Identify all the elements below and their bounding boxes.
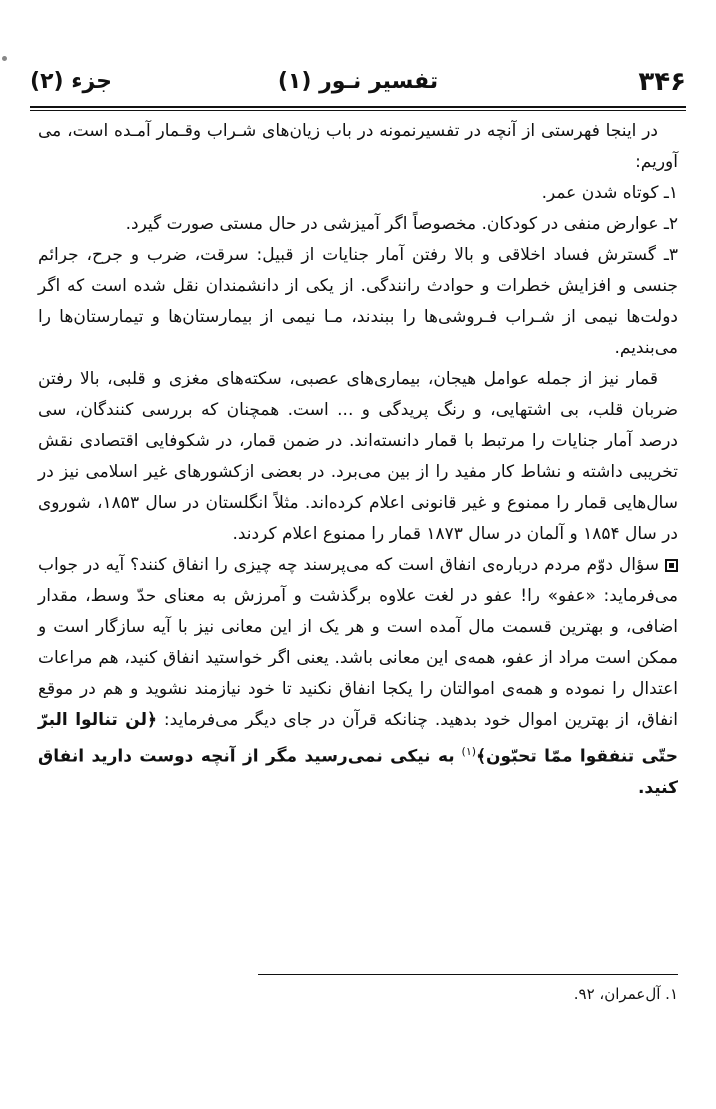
square-bullet-icon [665, 559, 678, 572]
gambling-paragraph: قمار نیز از جمله عوامل هیجان، بیماری‌های عصبی، سکته‌های مغزی و قلبی، بالا رفتن ضربان قلب، بی اشتهایی، و رنگ پریدگی و ... است. همچنان که بررسی کنندگان، سی درصد آمار جنایات را مرتبط با قمار دانسته‌اند. در ضمن قمار، در شکوفایی اقتصادی نقش تخریبی داشته و نشاط کار مفید را از بین می‌برد. در بعضی ازکشورهای غیر اسلامی نیز در سال‌هایی قمار را ممنوع و غیر قانونی اعلام کرده‌اند. مثلاً انگلستان در سال ۱۸۵۳، شوروی در سال ۱۸۵۴ و آلمان در سال ۱۸۷۳ قمار را ممنوع اعلام کردند. [38, 369, 678, 544]
part-label: جزء (۲) [30, 69, 113, 94]
list-item: ۲ـ عوارض منفی در کودکان. مخصوصاً اگر آمیزشی در حال مستی صورت گیرد. [125, 214, 678, 234]
verse-translation: به نیکی نمی‌رسید مگر از آنچه دوست دارید انفاق کنید. [38, 746, 678, 798]
intro-paragraph: در اینجا فهرستی از آنچه در تفسیرنمونه در باب زیان‌های شـراب وقـمار آمـده است، می آوریم: [38, 121, 678, 172]
quran-verse: ﴿لن تنالوا البرّ حتّى تنفقوا ممّا تحبّون﴾ [38, 710, 678, 767]
header-rule-thick [30, 106, 686, 108]
footnote-ref: (۱) [461, 745, 477, 758]
scan-margin-dot [2, 56, 7, 61]
page-body [38, 116, 678, 804]
page-number: ۳۴۶ [638, 67, 686, 97]
question-text: سؤال دوّم مردم درباره‌ی انفاق است که می‌پرسند چه چیزی را انفاق کنند؟ آیه در جواب می‌فرماید: «عفو» را! عفو در لغت علاوه برگذشت و آمرزش به معنای حدّ وسط، مقدار اضافی، و بهترین قسمت مال آمده است و هر یک از این معانی نیز با آیه سازگار است و ممکن است مراد از عفو، همه‌ی این معانی باشد. یعنی اگر خواستید انفاق کنید، هم مراعات اعتدال را نموده و همه‌ی اموالتان را یکجا انفاق نکنید تا خود نیازمند نشوید و هم در موقع انفاق، از بهترین اموال خود بدهید. چنانکه قرآن در جای دیگر می‌فرماید: [38, 555, 678, 730]
header-rule-thin [30, 110, 686, 111]
question-paragraph [38, 550, 678, 804]
list-item: ۳ـ گسترش فساد اخلاقی و بالا رفتن آمار جنایات از قبیل: سرقت، ضرب و جرح، جرائم جنسی و افزایش خطرات و حوادث رانندگی. از یکی از دانشمندان نقل شده است که اگر دولت‌ها نیمی از شـراب فـروشی‌ها را ببندند، مـا نیمی از بیمارستان‌ها و تیمارستان‌ها را می‌بندیم. [38, 245, 678, 358]
book-title: تفسیر نـور (۱) [277, 69, 439, 94]
list-item: ۱ـ کوتاه شدن عمر. [541, 183, 678, 203]
footnote-item: ۱. آل‌عمران، ۹۲. [573, 985, 678, 1003]
footnote-rule [258, 974, 678, 975]
page-header [30, 62, 686, 102]
footnotes [38, 982, 678, 1006]
